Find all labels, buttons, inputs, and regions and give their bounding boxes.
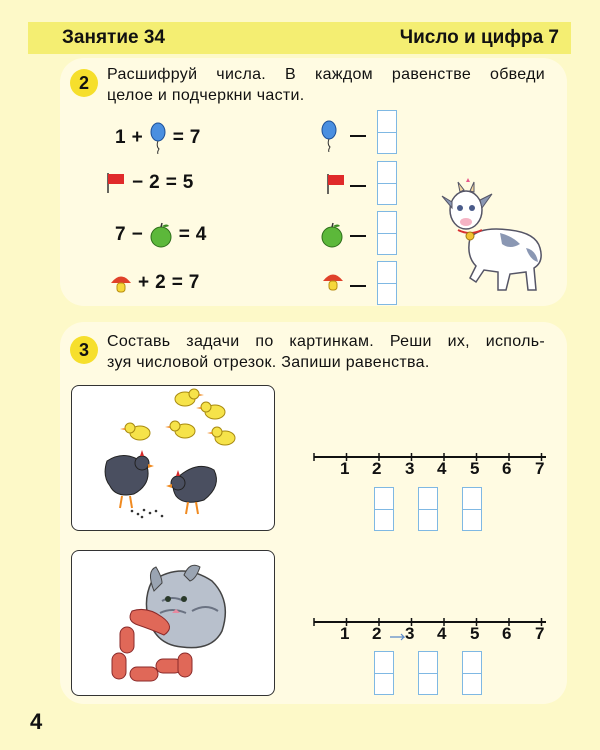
- task-3-instruction: [107, 331, 545, 373]
- page-header: [28, 22, 571, 54]
- equation-box-1c[interactable]: [462, 487, 482, 531]
- equation-1-operator: +: [131, 127, 143, 148]
- page-number: 4: [30, 709, 43, 734]
- equation-box-1a[interactable]: [374, 487, 394, 531]
- number-line-2-label-3: 3: [405, 624, 415, 643]
- answer-dash-2: [350, 185, 366, 187]
- equation-2-equals: =: [165, 172, 177, 193]
- number-line-1-label-6: 6: [502, 459, 512, 478]
- equation-2-right: 2: [149, 172, 160, 193]
- equation-3-operator: −: [131, 224, 143, 245]
- apple-icon: [320, 222, 344, 248]
- lesson-title: Занятие 34: [62, 27, 165, 48]
- equation-box-2c[interactable]: [462, 651, 482, 695]
- equation-row-3: [115, 222, 206, 248]
- answer-box-1[interactable]: [377, 110, 397, 154]
- apple-icon: [149, 222, 173, 248]
- task-2-instruction-line-1: Расшифруй числа. В каждом равенстве обведи: [107, 66, 545, 83]
- number-line-2-label-2: 2: [372, 624, 382, 643]
- equation-box-2a[interactable]: [374, 651, 394, 695]
- number-line-2-label-5: 5: [470, 624, 480, 643]
- answer-box-3[interactable]: [377, 211, 397, 255]
- number-line-2-label-1: 1: [340, 624, 350, 643]
- number-line-1-label-7: 7: [535, 459, 545, 478]
- equation-3-equals: =: [178, 224, 190, 245]
- equation-2-operator: −: [132, 172, 144, 193]
- equation-1-left: 1: [115, 127, 126, 148]
- number-line-2-label-6: 6: [502, 624, 512, 643]
- equation-3-left: 7: [115, 224, 126, 245]
- equation-4-result: 7: [188, 272, 200, 293]
- task-2-instruction-line-2: целое и подчеркни части.: [107, 87, 305, 104]
- equation-4-equals: =: [171, 272, 183, 293]
- number-line-1-label-1: 1: [340, 459, 350, 478]
- equation-1-result: 7: [189, 127, 201, 148]
- answer-dash-1: [350, 135, 366, 137]
- task-3-instruction-line-2: зуя числовой отрезок. Запиши равенства.: [107, 354, 430, 371]
- equation-row-2: [106, 172, 193, 194]
- task-2-instruction: [107, 64, 545, 106]
- number-line-1-label-3: 3: [405, 459, 415, 478]
- number-line-1-label-4: 4: [437, 459, 447, 478]
- number-line-1-label-2: 2: [372, 459, 382, 478]
- equation-box-2b[interactable]: [418, 651, 438, 695]
- topic-title: Число и цифра 7: [399, 27, 559, 48]
- mushroom-icon: [322, 270, 344, 292]
- number-line-2-label-4: 4: [437, 624, 447, 643]
- equation-row-4: [110, 272, 199, 294]
- answer-dash-4: [350, 285, 366, 287]
- flag-icon: [326, 173, 346, 195]
- number-line-1-label-5: 5: [470, 459, 480, 478]
- task-2-badge: 2: [70, 69, 98, 97]
- equation-3-result: 4: [195, 224, 207, 245]
- cat-with-sausages-illustration: [72, 551, 272, 693]
- task-3-instruction-line-1: Составь задачи по картинкам. Реши их, исполь-: [107, 333, 545, 350]
- answer-box-4[interactable]: [377, 261, 397, 305]
- equation-1-equals: =: [172, 127, 184, 148]
- equation-4-operator: +: [138, 272, 150, 293]
- balloon-icon: [320, 120, 338, 152]
- picture-frame-cat: [71, 550, 275, 696]
- equation-2-result: 5: [182, 172, 194, 193]
- number-line-2-label-7: 7: [535, 624, 545, 643]
- chicks-and-hens-illustration: [72, 386, 272, 528]
- equation-4-right: 2: [155, 272, 166, 293]
- picture-frame-birds: [71, 385, 275, 531]
- task-3-badge: 3: [70, 336, 98, 364]
- balloon-icon: [149, 122, 167, 154]
- mushroom-icon: [110, 272, 132, 294]
- flag-icon: [106, 172, 126, 194]
- equation-row-1: [115, 122, 200, 154]
- answer-box-2[interactable]: [377, 161, 397, 205]
- equation-box-1b[interactable]: [418, 487, 438, 531]
- goat-illustration: [440, 178, 548, 296]
- answer-dash-3: [350, 235, 366, 237]
